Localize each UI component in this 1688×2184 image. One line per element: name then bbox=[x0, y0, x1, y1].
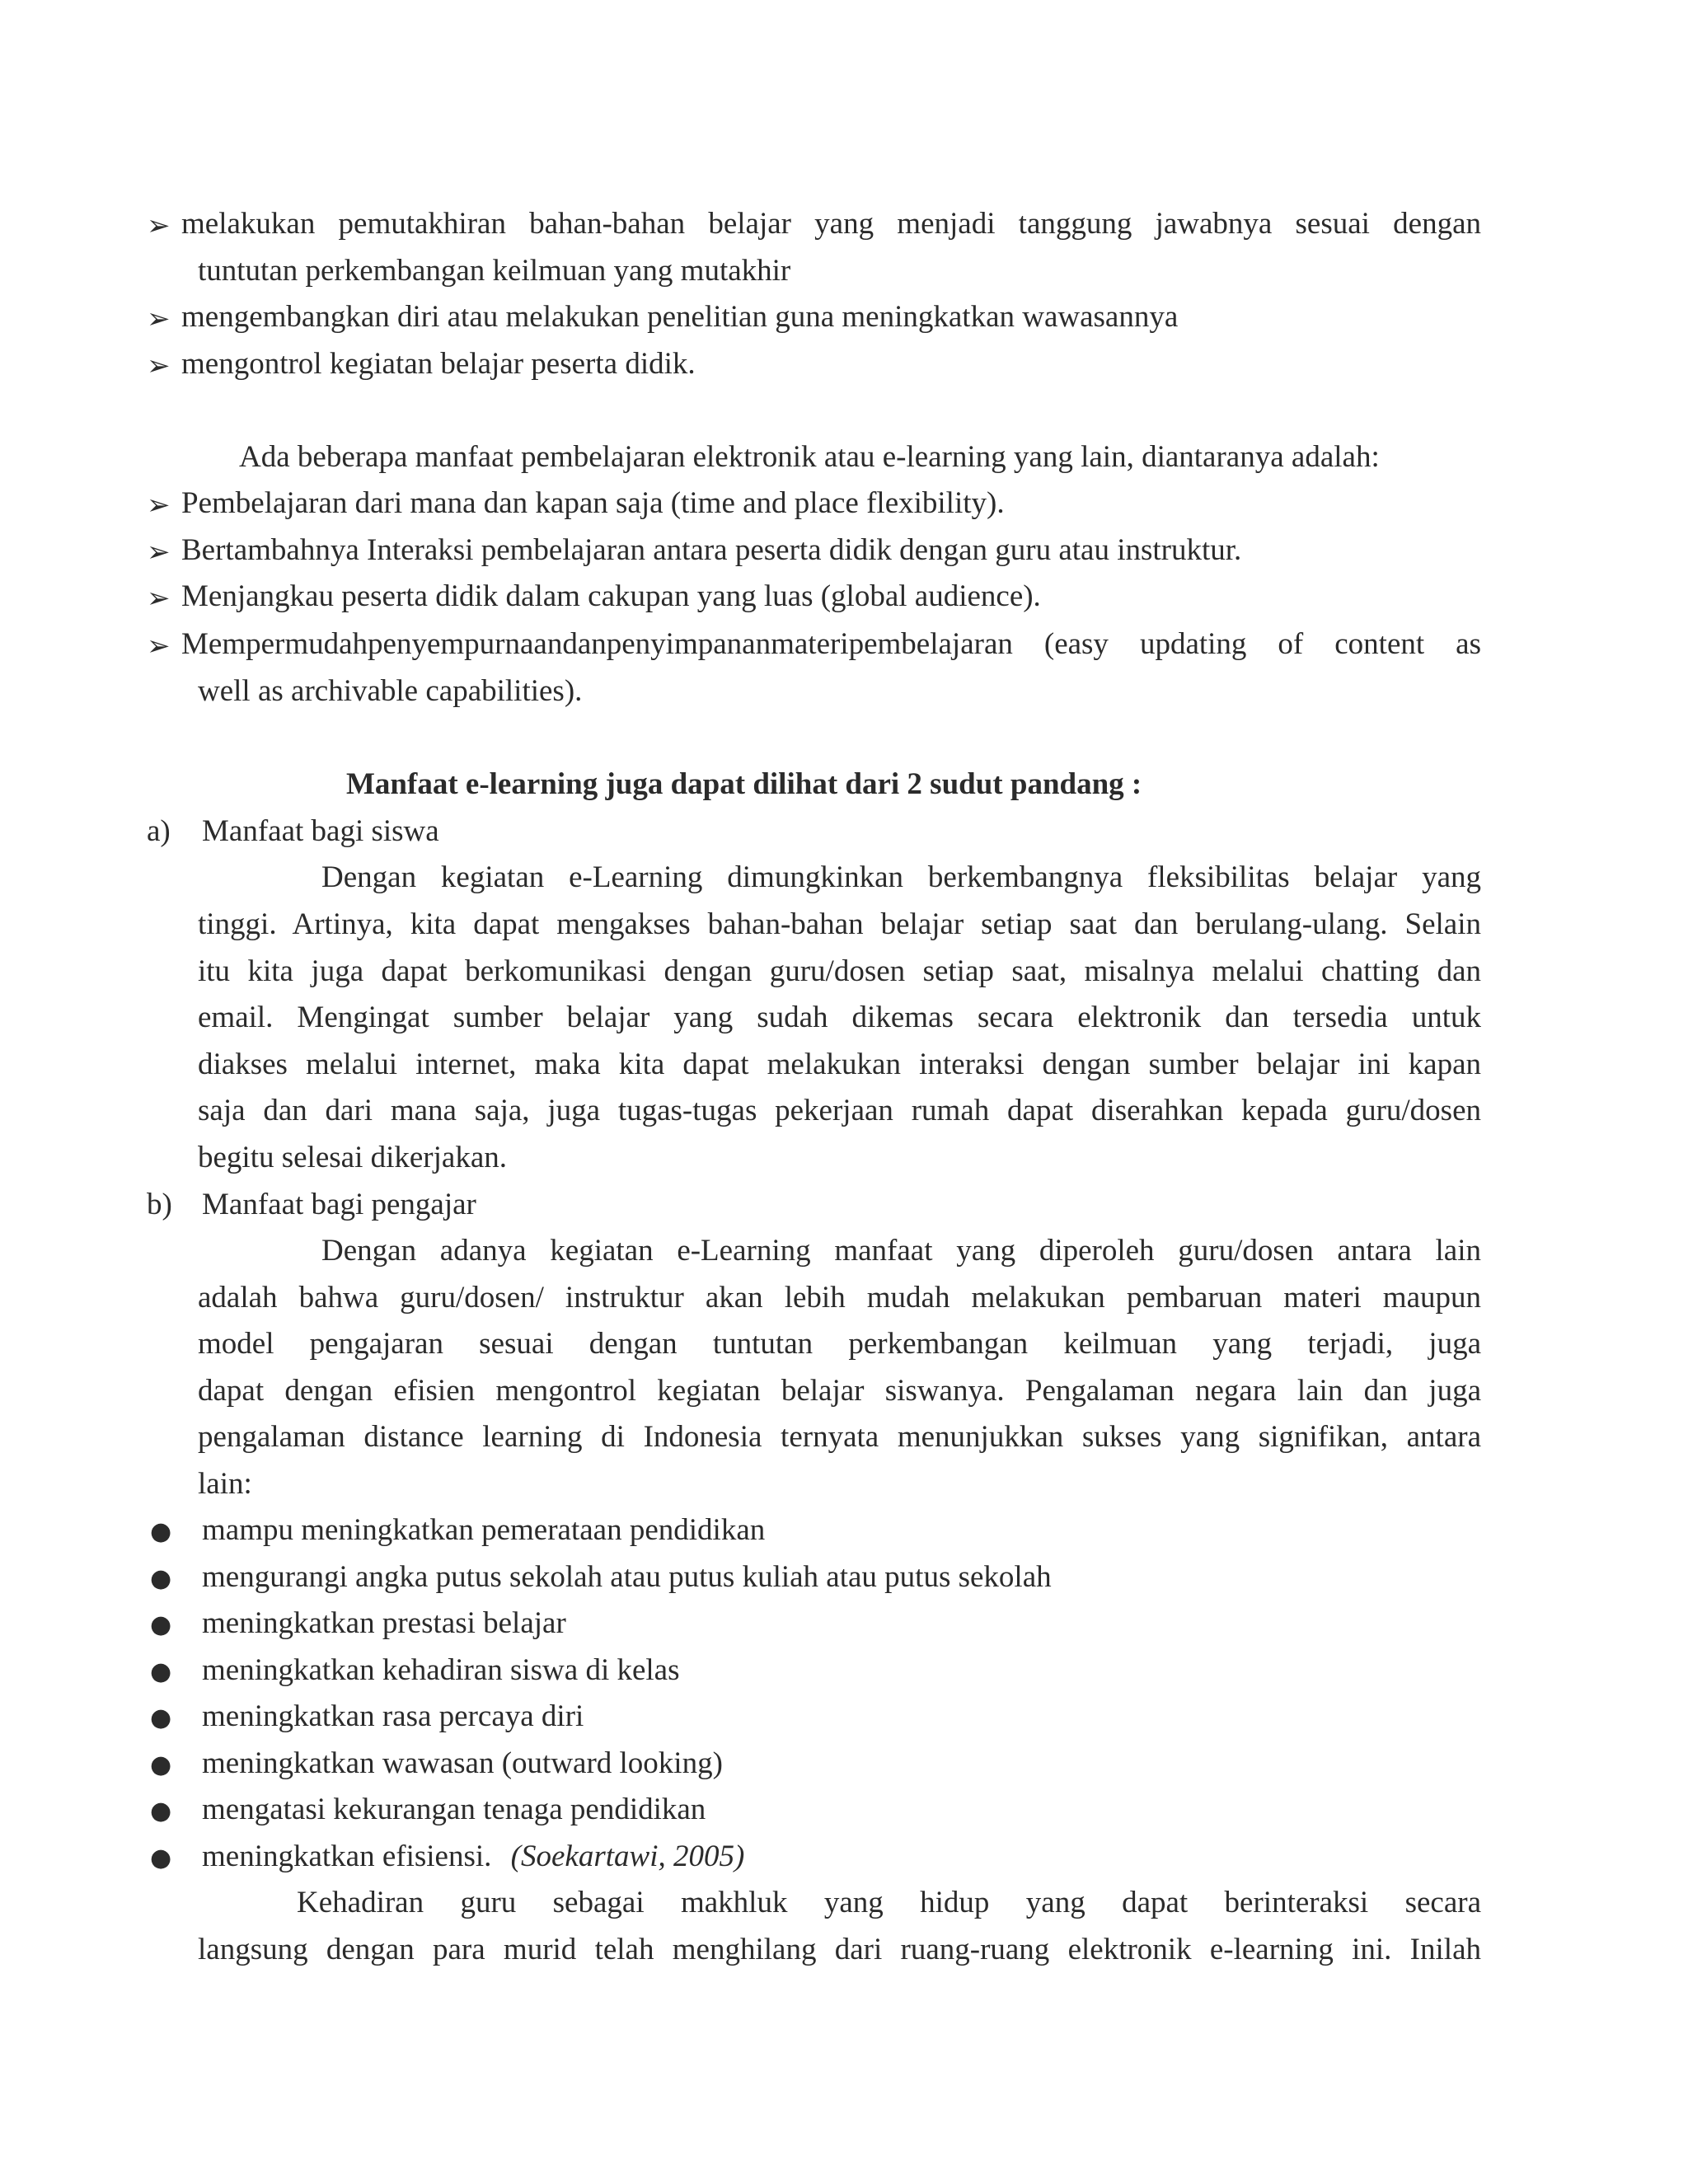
list-item bbox=[202, 1833, 744, 1880]
bullet-dot-icon: ● bbox=[150, 1797, 172, 1825]
arrow-bullet-icon: ➢ bbox=[147, 302, 171, 335]
bullet-dot-icon: ● bbox=[150, 1610, 172, 1639]
arrow-bullet-icon: ➢ bbox=[147, 582, 171, 615]
list-item: mampu meningkatkan pemerataan pendidikan bbox=[202, 1513, 766, 1547]
arrow-bullet-icon: ➢ bbox=[147, 536, 171, 569]
list-item: melakukan pemutakhiran bahan-bahan belajar yang menjadi tanggung jawabnya sesuai dengan bbox=[181, 207, 1481, 241]
section-a-marker: a) bbox=[147, 814, 171, 848]
section-heading: Manfaat e-learning juga dapat dilihat dari 2 sudut pandang : bbox=[346, 767, 1142, 801]
paragraph-line: model pengajaran sesuai dengan tuntutan perkembangan keilmuan yang terjadi, juga bbox=[198, 1327, 1481, 1361]
list-item: mengembangkan diri atau melakukan penelitian guna meningkatkan wawasannya bbox=[181, 300, 1179, 334]
list-item-continuation: well as archivable capabilities). bbox=[198, 674, 583, 708]
bullet-dot-icon: ● bbox=[150, 1657, 172, 1686]
intro-paragraph: Ada beberapa manfaat pembelajaran elektronik atau e-learning yang lain, diantaranya adalah: bbox=[239, 440, 1380, 474]
section-b-marker: b) bbox=[147, 1188, 172, 1221]
paragraph-line: begitu selesai dikerjakan. bbox=[198, 1141, 508, 1174]
list-item: Menjangkau peserta didik dalam cakupan yang luas (global audience). bbox=[181, 579, 1041, 613]
paragraph-line: pengalaman distance learning di Indonesia ternyata menunjukkan sukses yang signifikan, antara bbox=[198, 1420, 1481, 1454]
paragraph-line: Kehadiran guru sebagai makhluk yang hidup yang dapat berinteraksi secara bbox=[297, 1886, 1481, 1919]
section-a-title: Manfaat bagi siswa bbox=[202, 814, 439, 848]
paragraph-line: email. Mengingat sumber belajar yang sudah dikemas secara elektronik dan tersedia untuk bbox=[198, 1001, 1481, 1034]
paragraph-line: diakses melalui internet, maka kita dapat melakukan interaksi dengan sumber belajar ini kapan bbox=[198, 1047, 1481, 1081]
bullet-dot-icon: ● bbox=[150, 1704, 172, 1732]
bullet-dot-icon: ● bbox=[150, 1750, 172, 1779]
arrow-bullet-icon: ➢ bbox=[147, 489, 171, 522]
paragraph-line: dapat dengan efisien mengontrol kegiatan belajar siswanya. Pengalaman negara lain dan juga bbox=[198, 1374, 1481, 1408]
list-item: meningkatkan prestasi belajar bbox=[202, 1606, 566, 1640]
paragraph-line: lain: bbox=[198, 1467, 252, 1501]
list-item: mengontrol kegiatan belajar peserta didik. bbox=[181, 347, 696, 381]
paragraph-line: adalah bahwa guru/dosen/ instruktur akan lebih mudah melakukan pembaruan materi maupun bbox=[198, 1281, 1481, 1315]
paragraph-line: tinggi. Artinya, kita dapat mengakses bahan-bahan belajar setiap saat dan berulang-ulang. Selain bbox=[198, 907, 1481, 941]
list-item-continuation: tuntutan perkembangan keilmuan yang mutakhir bbox=[198, 254, 791, 288]
list-item: mengurangi angka putus sekolah atau putus kuliah atau putus sekolah bbox=[202, 1560, 1052, 1594]
paragraph-line: itu kita juga dapat berkomunikasi dengan guru/dosen setiap saat, misalnya melalui chatting dan bbox=[198, 954, 1481, 988]
section-b-title: Manfaat bagi pengajar bbox=[202, 1188, 476, 1221]
list-item: Mempermudahpenyempurnaandanpenyimpananmateripembelajaran (easy updating of content as bbox=[181, 627, 1481, 661]
bullet-dot-icon: ● bbox=[150, 1517, 172, 1546]
list-item: meningkatkan rasa percaya diri bbox=[202, 1699, 584, 1733]
paragraph-line: Dengan kegiatan e-Learning dimungkinkan berkembangnya fleksibilitas belajar yang bbox=[321, 860, 1481, 894]
citation: (Soekartawi, 2005) bbox=[510, 1840, 745, 1873]
paragraph-line: langsung dengan para murid telah menghilang dari ruang-ruang elektronik e-learning ini. Inilah bbox=[198, 1933, 1481, 1966]
list-item: Bertambahnya Interaksi pembelajaran antara peserta didik dengan guru atau instruktur. bbox=[181, 533, 1242, 567]
arrow-bullet-icon: ➢ bbox=[147, 349, 171, 382]
bullet-dot-icon: ● bbox=[150, 1844, 172, 1872]
list-item: mengatasi kekurangan tenaga pendidikan bbox=[202, 1793, 706, 1826]
list-item-text: meningkatkan efisiensi. bbox=[202, 1840, 492, 1873]
bullet-dot-icon: ● bbox=[150, 1564, 172, 1593]
list-item: Pembelajaran dari mana dan kapan saja (time and place flexibility). bbox=[181, 486, 1005, 520]
paragraph-line: Dengan adanya kegiatan e-Learning manfaat yang diperoleh guru/dosen antara lain bbox=[321, 1234, 1481, 1268]
arrow-bullet-icon: ➢ bbox=[147, 209, 171, 242]
paragraph-line: saja dan dari mana saja, juga tugas-tugas pekerjaan rumah dapat diserahkan kepada guru/dosen bbox=[198, 1094, 1481, 1127]
list-item: meningkatkan kehadiran siswa di kelas bbox=[202, 1653, 680, 1687]
arrow-bullet-icon: ➢ bbox=[147, 630, 171, 663]
list-item: meningkatkan wawasan (outward looking) bbox=[202, 1746, 723, 1780]
